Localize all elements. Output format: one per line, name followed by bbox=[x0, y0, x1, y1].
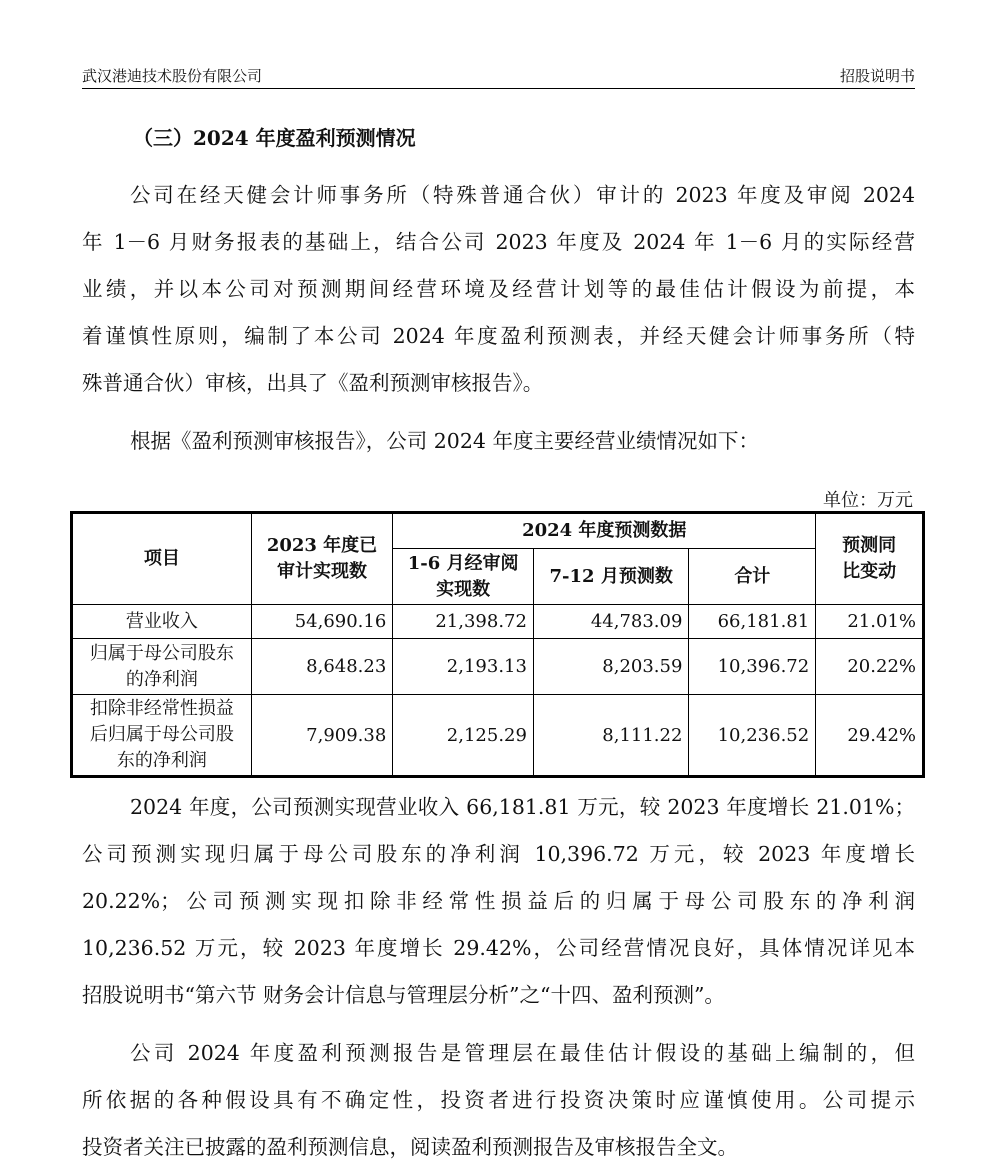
header-h2-forecast: 7-12 月预测数 bbox=[533, 549, 688, 605]
section-title: （三）2024 年度盈利预测情况 bbox=[133, 126, 416, 150]
paragraph-summary bbox=[82, 784, 915, 1019]
text-line: 所依据的各种假设具有不确定性，投资者进行投资决策时应谨慎使用。公司提示 bbox=[82, 1088, 915, 1112]
page-header bbox=[82, 62, 915, 89]
cell-h1: 2,193.13 bbox=[393, 639, 534, 695]
cell-h2: 8,111.22 bbox=[533, 695, 688, 777]
cell-h2: 44,783.09 bbox=[533, 605, 688, 639]
text-line: 殊普通合伙）审核，出具了《盈利预测审核报告》。 bbox=[82, 371, 544, 395]
cell-total: 10,236.52 bbox=[689, 695, 816, 777]
cell-yoy: 29.42% bbox=[816, 695, 924, 777]
forecast-table bbox=[70, 511, 925, 778]
cell-yoy: 20.22% bbox=[816, 639, 924, 695]
table-row bbox=[72, 639, 924, 695]
text-line: 公司在经天健会计师事务所（特殊普通合伙）审计的 2023 年度及审阅 2024 bbox=[130, 183, 915, 207]
paragraph-disclaimer bbox=[82, 1030, 915, 1171]
company-name: 武汉港迪技术股份有限公司 bbox=[82, 67, 263, 85]
cell-total: 66,181.81 bbox=[689, 605, 816, 639]
header-forecast-group: 2024 年度预测数据 bbox=[393, 513, 816, 549]
text-line: 投资者关注已披露的盈利预测信息，阅读盈利预测报告及审核报告全文。 bbox=[82, 1135, 738, 1159]
table-row bbox=[72, 695, 924, 777]
header-yoy: 预测同比变动 bbox=[816, 513, 924, 605]
text-line: 业绩，并以本公司对预测期间经营环境及经营计划等的最佳估计假设为前提，本 bbox=[82, 277, 915, 301]
row-label: 营业收入 bbox=[72, 605, 252, 639]
paragraph-table-intro bbox=[82, 418, 915, 465]
text-line: 公司预测实现归属于母公司股东的净利润 10,396.72 万元，较 2023 年度增长 bbox=[82, 842, 915, 866]
header-h1-reviewed: 1-6 月经审阅实现数 bbox=[393, 549, 534, 605]
unit-label: 单位：万元 bbox=[823, 490, 913, 511]
text-line: 20.22%；公司预测实现扣除非经常性损益后的归属于母公司股东的净利润 bbox=[82, 889, 915, 913]
row-label: 扣除非经常性损益后归属于母公司股东的净利润 bbox=[72, 695, 252, 777]
table-header-row bbox=[72, 513, 924, 549]
text-line: 着谨慎性原则，编制了本公司 2024 年度盈利预测表，并经天健会计师事务所（特 bbox=[82, 324, 915, 348]
cell-2023: 54,690.16 bbox=[251, 605, 393, 639]
cell-h1: 2,125.29 bbox=[393, 695, 534, 777]
document-type: 招股说明书 bbox=[839, 67, 915, 85]
cell-total: 10,396.72 bbox=[689, 639, 816, 695]
text-line: 年 1－6 月财务报表的基础上，结合公司 2023 年度及 2024 年 1－6 月的实际经营 bbox=[82, 230, 915, 254]
text-line: 2024 年度，公司预测实现营业收入 66,181.81 万元，较 2023 年度增长 21.01%； bbox=[130, 795, 915, 819]
cell-yoy: 21.01% bbox=[816, 605, 924, 639]
header-total: 合计 bbox=[689, 549, 816, 605]
header-item: 项目 bbox=[72, 513, 252, 605]
cell-h1: 21,398.72 bbox=[393, 605, 534, 639]
row-label: 归属于母公司股东的净利润 bbox=[72, 639, 252, 695]
cell-2023: 7,909.38 bbox=[251, 695, 393, 777]
table-row bbox=[72, 605, 924, 639]
text-line: 10,236.52 万元，较 2023 年度增长 29.42%，公司经营情况良好，具体情况详见本 bbox=[82, 936, 915, 960]
cell-2023: 8,648.23 bbox=[251, 639, 393, 695]
cell-h2: 8,203.59 bbox=[533, 639, 688, 695]
text-line: 公司 2024 年度盈利预测报告是管理层在最佳估计假设的基础上编制的，但 bbox=[130, 1041, 915, 1065]
text-line: 招股说明书“第六节 财务会计信息与管理层分析”之“十四、盈利预测”。 bbox=[82, 983, 725, 1007]
text-line: 根据《盈利预测审核报告》，公司 2024 年度主要经营业绩情况如下： bbox=[130, 429, 759, 453]
paragraph-intro bbox=[82, 172, 915, 407]
header-audited-2023: 2023 年度已审计实现数 bbox=[251, 513, 393, 605]
